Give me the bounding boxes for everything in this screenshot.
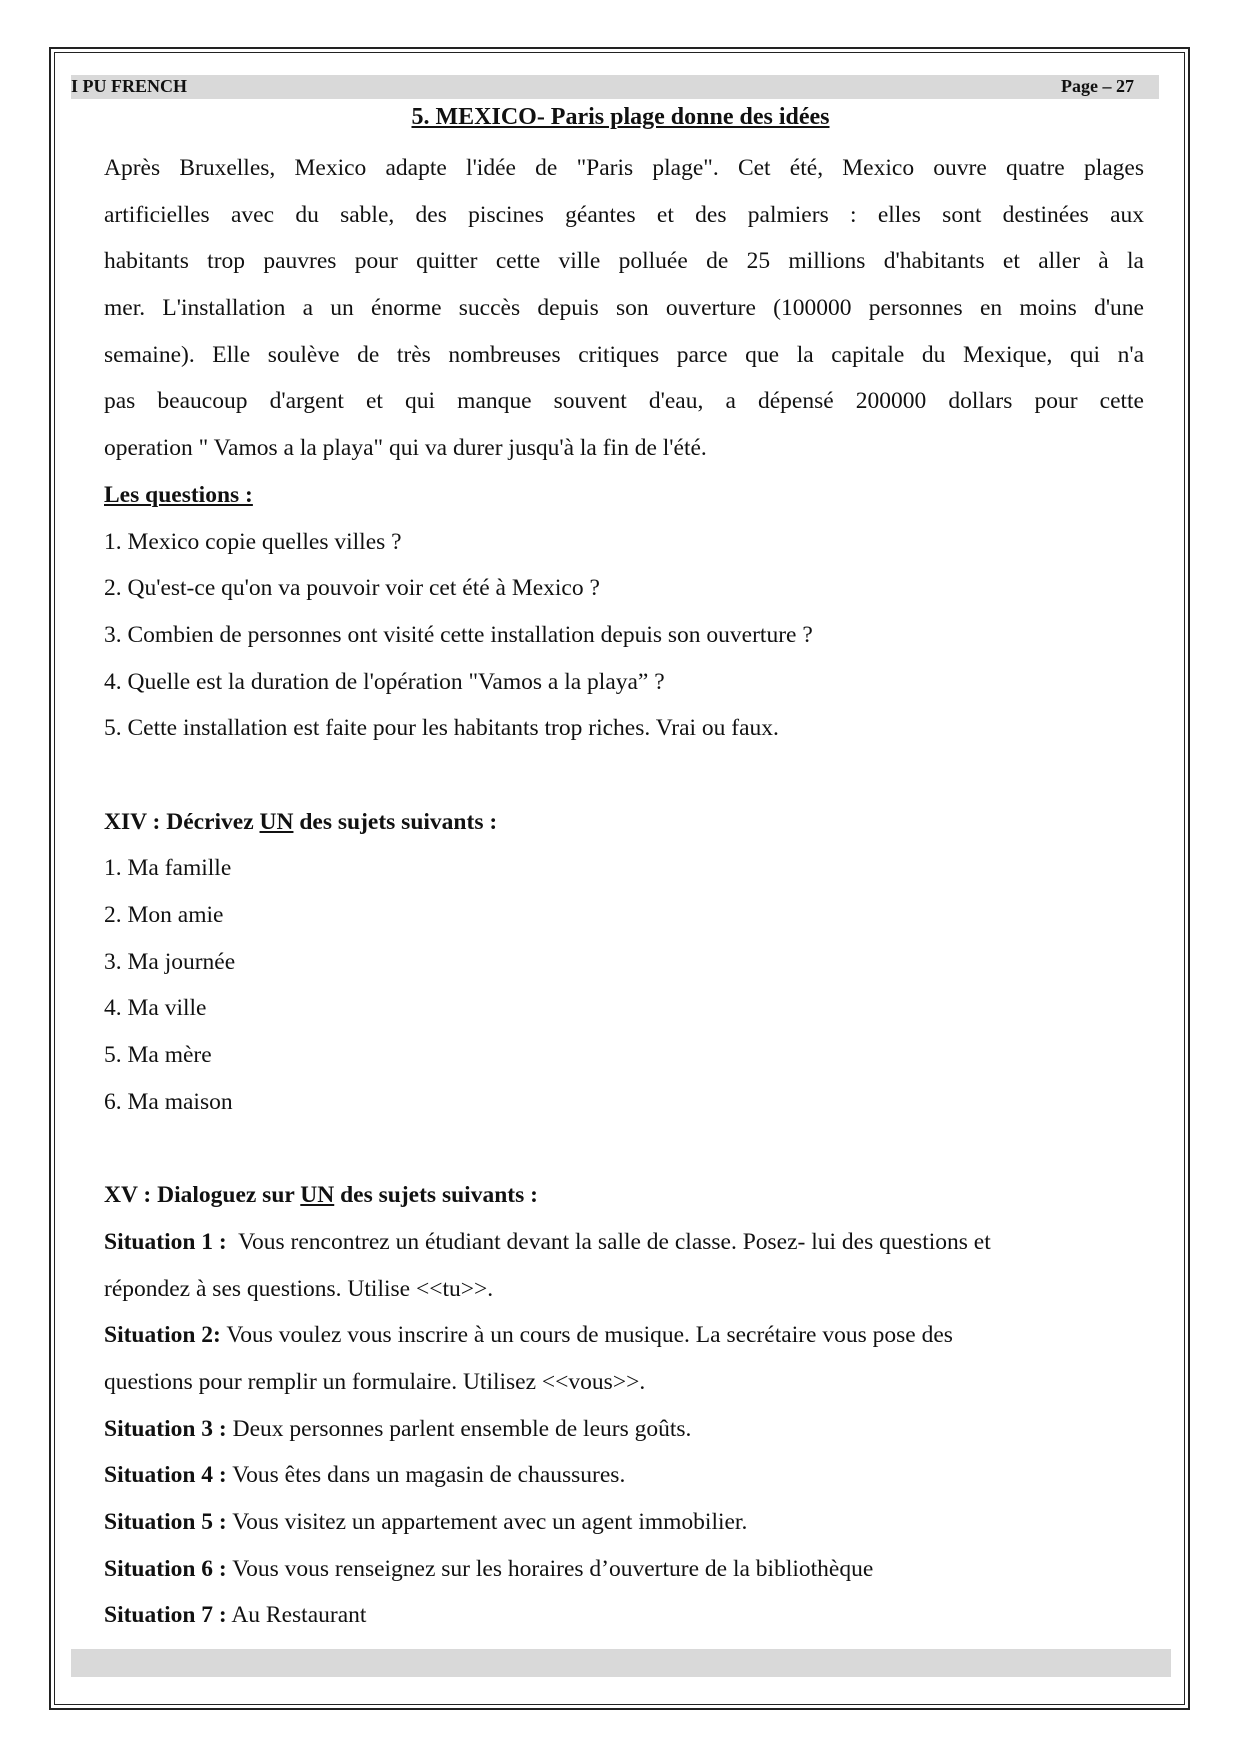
situation-1-continued: répondez à ses questions. Utilise <<tu>>. — [104, 1275, 494, 1302]
topic-item: 3. Ma journée — [104, 948, 236, 975]
situation-3 — [104, 1406, 1144, 1453]
topic-item: 6. Ma maison — [104, 1088, 233, 1115]
question-item: 3. Combien de personnes ont visité cette installation depuis son ouverture ? — [104, 621, 813, 648]
situation-label: Situation 2: — [104, 1322, 221, 1349]
topic-item: 1. Ma famille — [104, 855, 232, 882]
situation-text: Vous visitez un appartement avec un agent immobilier. — [226, 1508, 748, 1535]
situation-text: Vous rencontrez un étudiant devant la salle de classe. Posez- lui des questions et — [226, 1228, 991, 1255]
heading-text: XV : Dialoguez sur — [104, 1182, 301, 1209]
spacer — [104, 752, 1144, 799]
situation-6 — [104, 1546, 1144, 1593]
paragraph-line: artificielles avec du sable, des piscines géantes et des palmiers : elles sont destinées aux — [104, 201, 1144, 228]
situation-label: Situation 7 : — [104, 1602, 227, 1629]
heading-emphasis: UN — [300, 1182, 335, 1209]
spacer — [104, 1125, 1144, 1172]
header-bar — [71, 75, 1159, 99]
questions-heading: Les questions : — [104, 481, 253, 508]
paragraph-line: operation " Vamos a la playa" qui va durer jusqu'à la fin de l'été. — [104, 435, 707, 462]
situation-text: Vous vous renseignez sur les horaires d’ouverture de la bibliothèque — [226, 1555, 874, 1582]
paragraph-line: Après Bruxelles, Mexico adapte l'idée de "Paris plage". Cet été, Mexico ouvre quatre plages — [104, 155, 1144, 181]
paragraph-line: semaine). Elle soulève de très nombreuses critiques parce que la capitale du Mexique, qui n'a — [104, 341, 1144, 368]
page-content — [104, 145, 1144, 1639]
situation-label: Situation 6 : — [104, 1555, 227, 1582]
header-page-number: Page – 27 — [1061, 76, 1134, 96]
question-item: 1. Mexico copie quelles villes ? — [104, 528, 402, 555]
situation-2 — [104, 1312, 1144, 1359]
heading-text: des sujets suivants : — [293, 808, 498, 835]
passage-paragraph — [104, 145, 1144, 472]
footer-bar — [71, 1649, 1171, 1677]
situation-7 — [104, 1592, 1144, 1639]
situation-label: Situation 3 : — [104, 1415, 227, 1442]
situation-2-continued: questions pour remplir un formulaire. Utilisez <<vous>>. — [104, 1368, 646, 1395]
situation-label: Situation 5 : — [104, 1508, 227, 1535]
section-xv-heading — [104, 1172, 1144, 1219]
situation-text: Deux personnes parlent ensemble de leurs goûts. — [226, 1415, 692, 1442]
situation-4 — [104, 1452, 1144, 1499]
heading-emphasis: UN — [259, 808, 294, 835]
question-item: 4. Quelle est la duration de l'opération "Vamos a la playa” ? — [104, 668, 665, 695]
question-item: 2. Qu'est-ce qu'on va pouvoir voir cet été à Mexico ? — [104, 575, 600, 602]
page-title: 5. MEXICO- Paris plage donne des idées — [411, 104, 830, 130]
question-item: 5. Cette installation est faite pour les habitants trop riches. Vrai ou faux. — [104, 715, 779, 742]
section-xiv-heading — [104, 799, 1144, 846]
paragraph-line: pas beaucoup d'argent et qui manque souvent d'eau, a dépensé 200000 dollars pour cette — [104, 388, 1144, 415]
paragraph-line: mer. L'installation a un énorme succès depuis son ouverture (100000 personnes en moins d'une — [104, 295, 1144, 322]
topic-item: 2. Mon amie — [104, 902, 224, 928]
paragraph-line: habitants trop pauvres pour quitter cette ville polluée de 25 millions d'habitants et aller à la — [104, 248, 1144, 275]
situation-1 — [104, 1219, 1144, 1266]
situation-label: Situation 1 : — [104, 1228, 227, 1255]
situation-text: Au Restaurant — [226, 1602, 367, 1629]
heading-text: XIV : Décrivez — [104, 808, 260, 835]
situation-text: Vous voulez vous inscrire à un cours de musique. La secrétaire vous pose des — [220, 1322, 953, 1349]
topic-item: 5. Ma mère — [104, 1042, 212, 1069]
situation-text: Vous êtes dans un magasin de chaussures. — [226, 1462, 626, 1489]
heading-text: des sujets suivants : — [334, 1182, 538, 1209]
header-course: I PU FRENCH — [71, 76, 187, 96]
situation-5 — [104, 1499, 1144, 1546]
situation-label: Situation 4 : — [104, 1462, 227, 1489]
topic-item: 4. Ma ville — [104, 995, 207, 1022]
